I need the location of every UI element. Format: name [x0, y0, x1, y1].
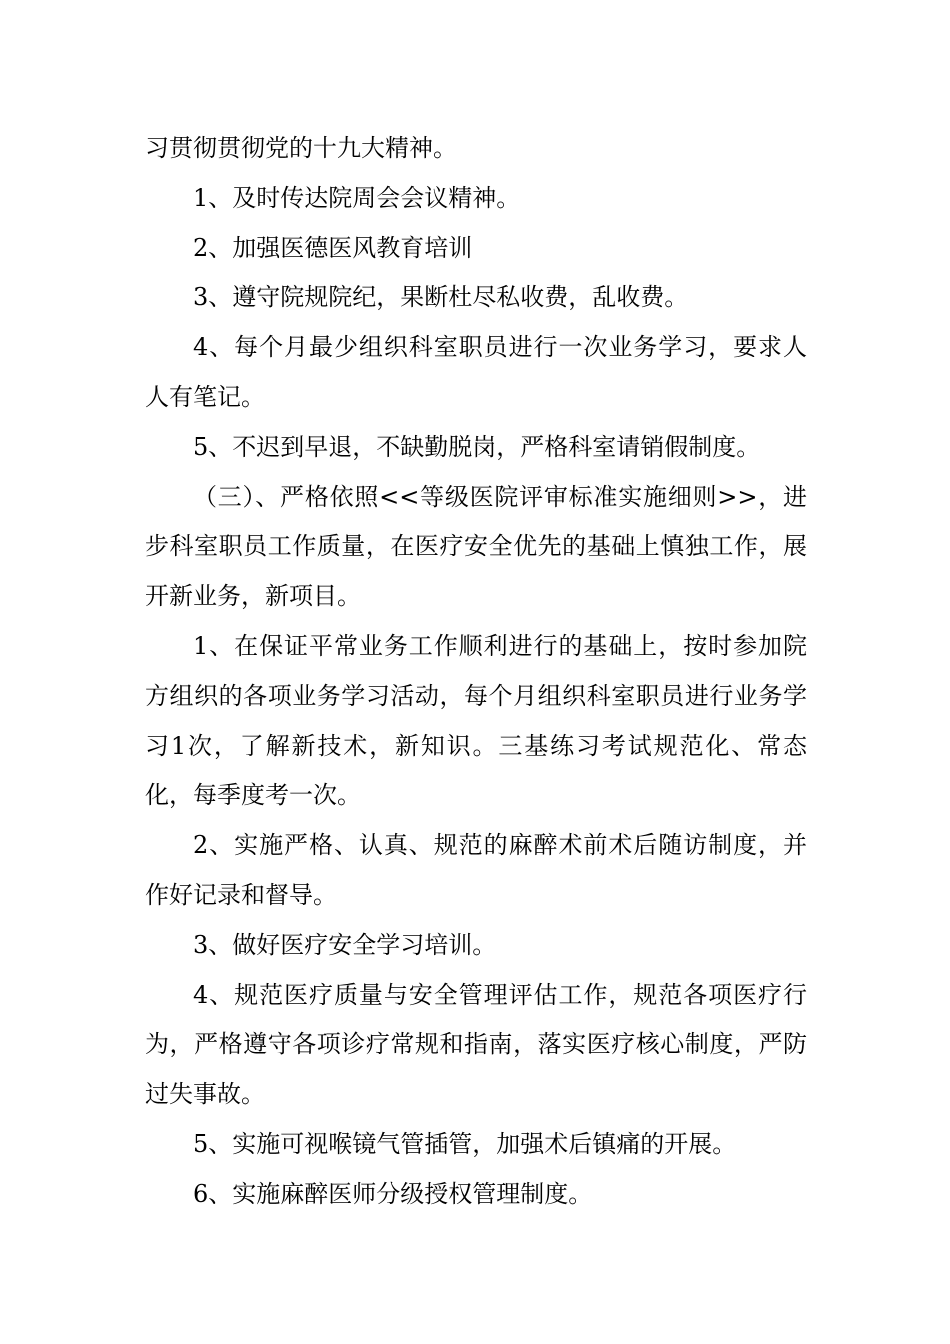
paragraph-section3-item-4: 4、规范医疗质量与安全管理评估工作，规范各项医疗行为，严格遵守各项诊疗常规和指南，落实医疗核心制度，严防过失事故。	[145, 980, 807, 1109]
paragraph-item-1: 1、及时传达院周会会议精神。	[193, 183, 521, 212]
section-heading-three: （三）、严格依照<<等级医院评审标准实施细则>>，进步科室职员工作质量，在医疗安全优先的基础上慎独工作，展开新业务，新项目。	[145, 482, 807, 611]
paragraph-item-3: 3、遵守院规院纪，果断杜尽私收费，乱收费。	[193, 283, 689, 312]
paragraph-section3-item-3: 3、做好医疗安全学习培训。	[193, 930, 497, 959]
document-body	[145, 124, 807, 1220]
paragraph-item-4: 4、每个月最少组织科室职员进行一次业务学习，要求人人有笔记。	[145, 333, 807, 411]
paragraph-section3-item-1: 1、在保证平常业务工作顺利进行的基础上，按时参加院方组织的各项业务学习活动，每个月组织科室职员进行业务学习1次，了解新技术，新知识。三基练习考试规范化、常态化，每季度考一次。	[145, 631, 807, 810]
paragraph-section3-item-2: 2、实施严格、认真、规范的麻醉术前术后随访制度，并作好记录和督导。	[145, 831, 807, 909]
paragraph-section3-item-5: 5、实施可视喉镜气管插管，加强术后镇痛的开展。	[193, 1129, 737, 1158]
paragraph-continuation: 习贯彻贯彻党的十九大精神。	[145, 134, 457, 162]
paragraph-item-2: 2、加强医德医风教育培训	[193, 233, 473, 262]
paragraph-section3-item-6: 6、实施麻醉医师分级授权管理制度。	[193, 1179, 593, 1208]
paragraph-item-5: 5、不迟到早退，不缺勤脱岗，严格科室请销假制度。	[193, 432, 761, 461]
